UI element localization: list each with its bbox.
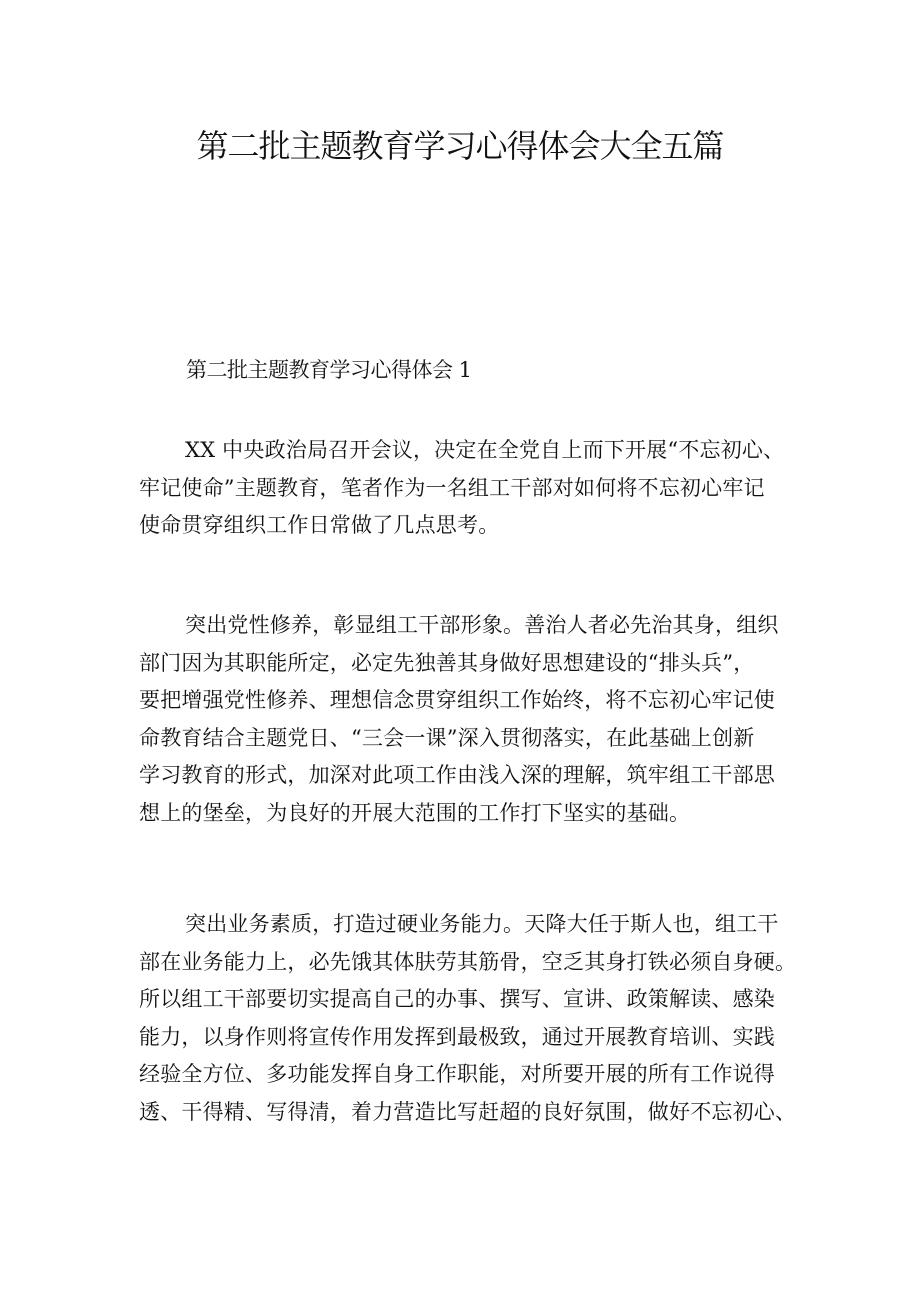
paragraph-line: 所以组工干部要切实提高自己的办事、撰写、宣讲、政策解读、感染 — [139, 987, 775, 1011]
paragraph-1 — [139, 432, 785, 545]
paragraph-line: 透、干得精、写得清，着力营造比写赶超的良好氛围，做好不忘初心、 — [139, 1099, 797, 1124]
paragraph-line: 部在业务能力上，必先饿其体肤劳其筋骨，空乏其身打铁必须自身硬。 — [139, 949, 797, 974]
paragraph-line: 要把增强党性修养、理想信念贯穿组织工作始终，将不忘初心牢记使 — [139, 688, 775, 712]
paragraph-line: 学习教育的形式，加深对此项工作由浅入深的理解，筑牢组工干部思 — [139, 763, 775, 787]
paragraph-line: 牢记使命”主题教育，笔者作为一名组工干部对如何将不忘初心牢记 — [139, 475, 765, 500]
section-heading: 第二批主题教育学习心得体会 1 — [186, 358, 472, 382]
paragraph-line: 经验全方位、多功能发挥自身工作职能，对所要开展的所有工作说得 — [139, 1062, 775, 1086]
paragraph-line: 突出业务素质，打造过硬业务能力。天降大任于斯人也，组工干 — [185, 912, 779, 936]
paragraph-3 — [139, 906, 797, 1131]
paragraph-2 — [139, 607, 785, 832]
document-title: 第二批主题教育学习心得体会大全五篇 — [196, 127, 724, 165]
paragraph-line: 部门因为其职能所定，必定先独善其身做好思想建设的“排头兵”， — [139, 650, 755, 675]
paragraph-line: 能力，以身作则将宣传作用发挥到最极致，通过开展教育培训、实践 — [139, 1024, 775, 1049]
paragraph-line: 使命贯穿组织工作日常做了几点思考。 — [139, 513, 500, 537]
paragraph-line: 突出党性修养，彰显组工干部形象。善治人者必先治其身，组织 — [185, 613, 779, 637]
paragraph-line: 想上的堡垒，为良好的开展大范围的工作打下坚实的基础。 — [139, 800, 691, 825]
paragraph-line: XX 中央政治局召开会议，决定在全党自上而下开展“不忘初心、 — [185, 438, 785, 462]
paragraph-line: 命教育结合主题党日、“三会一课”深入贯彻落实，在此基础上创新 — [139, 725, 755, 750]
